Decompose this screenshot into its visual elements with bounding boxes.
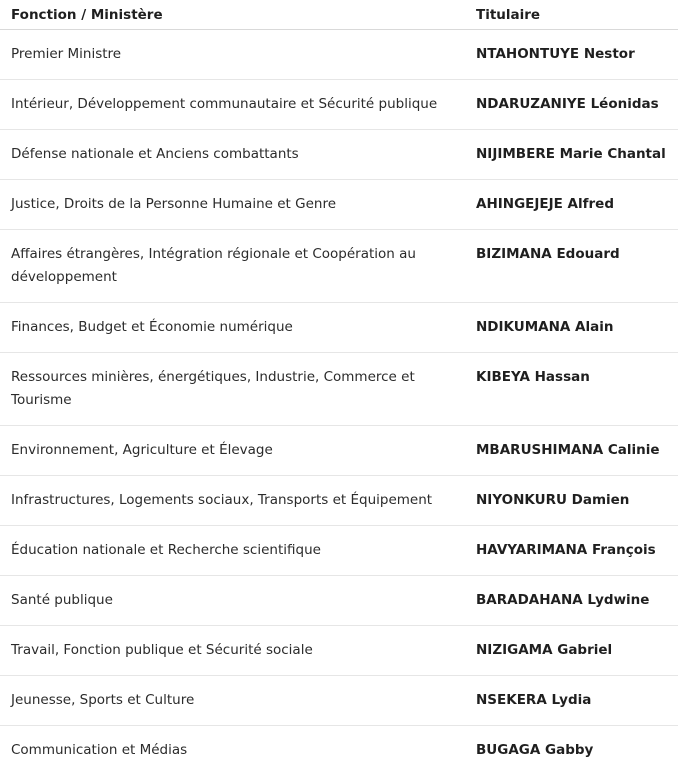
holder-cell: NIYONKURU Damien: [465, 476, 678, 526]
holder-cell: KIBEYA Hassan: [465, 353, 678, 426]
role-cell: Jeunesse, Sports et Culture: [0, 676, 465, 726]
role-cell: Finances, Budget et Économie numérique: [0, 303, 465, 353]
role-cell: Justice, Droits de la Personne Humaine et Genre: [0, 180, 465, 230]
role-cell: Travail, Fonction publique et Sécurité sociale: [0, 626, 465, 676]
role-cell: Défense nationale et Anciens combattants: [0, 130, 465, 180]
holder-cell: AHINGEJEJE Alfred: [465, 180, 678, 230]
header-holder: Titulaire: [465, 0, 678, 30]
table-row: [0, 626, 678, 676]
table-row: [0, 303, 678, 353]
table-row: [0, 676, 678, 726]
role-cell: Communication et Médias: [0, 726, 465, 775]
table-row: [0, 353, 678, 426]
holder-cell: NIZIGAMA Gabriel: [465, 626, 678, 676]
table-row: [0, 230, 678, 303]
role-cell: Environnement, Agriculture et Élevage: [0, 426, 465, 476]
holder-cell: MBARUSHIMANA Calinie: [465, 426, 678, 476]
holder-cell: NTAHONTUYE Nestor: [465, 30, 678, 80]
holder-cell: HAVYARIMANA François: [465, 526, 678, 576]
role-cell: Santé publique: [0, 576, 465, 626]
holder-cell: BIZIMANA Edouard: [465, 230, 678, 303]
table-row: [0, 80, 678, 130]
holder-cell: NIJIMBERE Marie Chantal: [465, 130, 678, 180]
table-row: [0, 426, 678, 476]
header-role: Fonction / Ministère: [0, 0, 465, 30]
holder-cell: NSEKERA Lydia: [465, 676, 678, 726]
table-row: [0, 130, 678, 180]
role-cell: Premier Ministre: [0, 30, 465, 80]
table-row: [0, 180, 678, 230]
role-cell: Infrastructures, Logements sociaux, Transports et Équipement: [0, 476, 465, 526]
table-row: [0, 30, 678, 80]
table-row: [0, 576, 678, 626]
holder-cell: BUGAGA Gabby: [465, 726, 678, 775]
role-cell: Éducation nationale et Recherche scientifique: [0, 526, 465, 576]
holder-cell: NDIKUMANA Alain: [465, 303, 678, 353]
holder-cell: NDARUZANIYE Léonidas: [465, 80, 678, 130]
table-row: [0, 476, 678, 526]
role-cell: Intérieur, Développement communautaire et Sécurité publique: [0, 80, 465, 130]
table-row: [0, 526, 678, 576]
table-row: [0, 726, 678, 775]
holder-cell: BARADAHANA Lydwine: [465, 576, 678, 626]
role-cell: Ressources minières, énergétiques, Industrie, Commerce et Tourisme: [0, 353, 465, 426]
header-row: [0, 0, 678, 30]
role-cell: Affaires étrangères, Intégration régionale et Coopération au développement: [0, 230, 465, 303]
